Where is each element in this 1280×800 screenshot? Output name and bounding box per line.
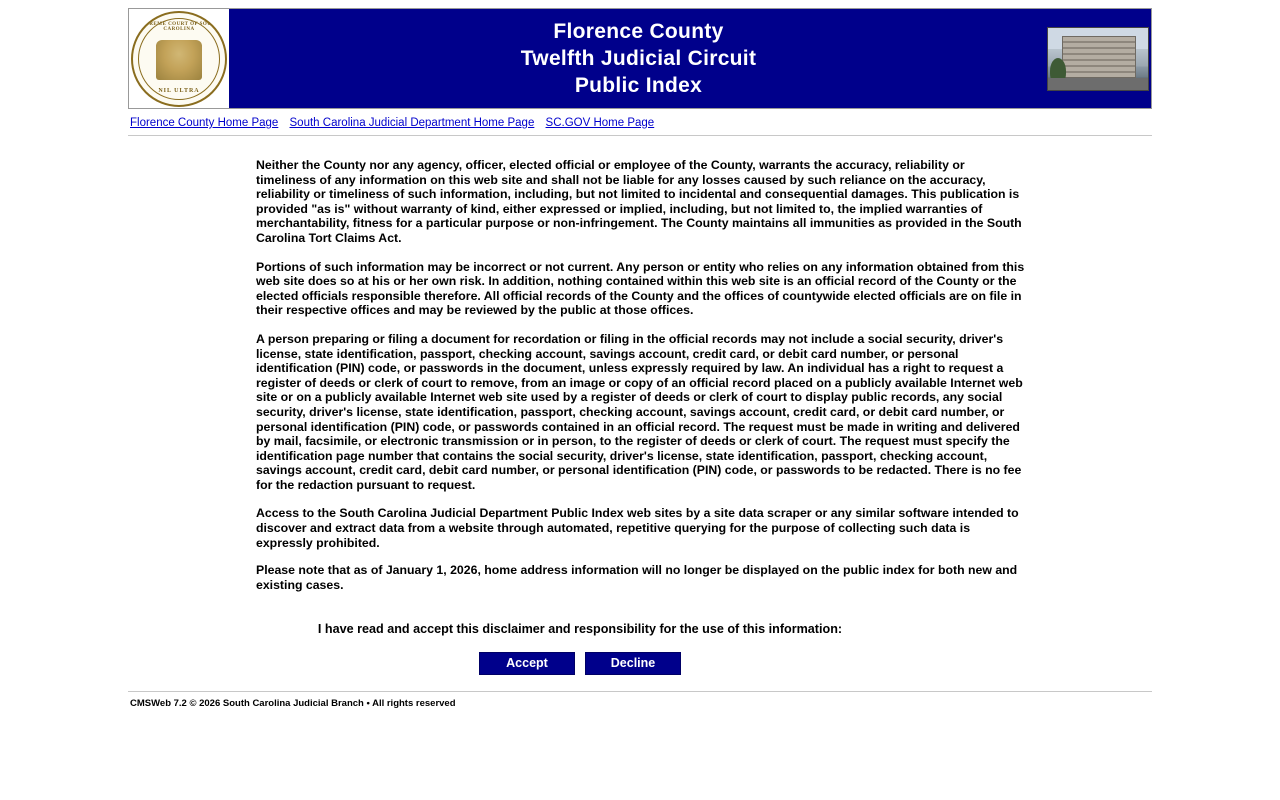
disclaimer-paragraph-5: Please note that as of January 1, 2026, home address information will no longer be displayed on the public index for both new and existing cases. (256, 563, 1018, 592)
disclaimer-paragraph-1: Neither the County nor any agency, officer, elected official or employee of the County, warrants the accuracy, reliability or timeliness of any information on this web site and shall not be liable for any losses caused by such reliance on the accuracy, reliability or timeliness of such information, including, but not limited to incidental and consequential damages. This publication is provided "as is" without warranty of kind, either expressed or implied, including, but not limited to, the implied warranties of merchantability, fitness for a particular purpose or non-infringement. The County maintains all immunities as provided in the South Carolina Tort Claims Act. (256, 158, 1022, 245)
nav-link-scgov-home[interactable]: SC.GOV Home Page (545, 117, 655, 129)
nav-link-sc-judicial-department-home[interactable]: South Carolina Judicial Department Home Page (289, 117, 535, 129)
title-line-public-index: Public Index (574, 74, 703, 97)
disclaimer-paragraph-2: Portions of such information may be incorrect or not current. Any person or entity who relies on any information obtained from this web site does so at his or her own risk. In addition, nothing contained within this web site is an official record of the County or the elected officials responsible therefore. All official records of the County and the offices of countywide elected officials are on file in their respective offices and may be reviewed by the public at those offices. (256, 259, 1025, 318)
page-title (230, 9, 1047, 108)
title-line-circuit: Twelfth Judicial Circuit (520, 47, 757, 70)
nav-links-bar (128, 109, 1152, 136)
seal-figure (156, 40, 202, 80)
disclaimer-content (128, 136, 1034, 592)
disclaimer-button-row (128, 652, 1152, 675)
road-shape (1048, 78, 1148, 90)
accept-prompt: I have read and accept this disclaimer and responsibility for the use of this information: (317, 622, 843, 637)
disclaimer-paragraph-3: A person preparing or filing a document for recordation or filing in the official records may not include a social security, driver's license, state identification, passport, checking account, savings account, credit card, or debit card number, or personal identification (PIN) code, or passwords in the document, unless expressly required by law. An individual has a right to request a register of deeds or clerk of court to remove, from an image or copy of an official record placed on a publicly available Internet web site or on a publicly available Internet web site used by a register of deeds or clerk of court to display public records, any social security, driver's license, state identification, passport, checking account, savings account, credit card, or debit card number, or personal identification (PIN) code, or passwords contained in an official record. The request must be made in writing and delivered by mail, facsimile, or electronic transmission or in person, to the register of deeds or clerk of court. The request must specify the identification page number that contains the social security, driver's license, state identification, passport, checking account, savings account, credit card, debit card number, or personal identification (PIN) code, or passwords to be redacted. There is no fee for the redaction pursuant to request. (256, 331, 1023, 492)
accept-button[interactable]: Accept (479, 652, 575, 675)
courthouse-photo (1047, 27, 1149, 91)
seal-container (129, 9, 230, 108)
footer-copyright: CMSWeb 7.2 © 2026 South Carolina Judicial Branch • All rights reserved (128, 691, 1152, 709)
courthouse-photo-container (1047, 9, 1151, 108)
supreme-court-seal-icon (131, 11, 227, 107)
seal-top-text: SUPREME COURT OF SOUTH CAROLINA (138, 21, 220, 32)
decline-button[interactable]: Decline (585, 652, 681, 675)
nav-link-florence-county-home[interactable]: Florence County Home Page (130, 117, 279, 129)
disclaimer-paragraph-4: Access to the South Carolina Judicial Department Public Index web sites by a site data scraper or any similar software intended to discover and extract data from a website through automated, repetitive querying for the purpose of collecting such data is expressly prohibited. (256, 506, 1019, 550)
courthouse-building-shape (1062, 36, 1136, 78)
site-header-banner (128, 8, 1152, 109)
seal-bottom-text: NIL ULTRA (158, 87, 200, 94)
title-line-county: Florence County (553, 20, 724, 43)
page-container (128, 0, 1152, 709)
